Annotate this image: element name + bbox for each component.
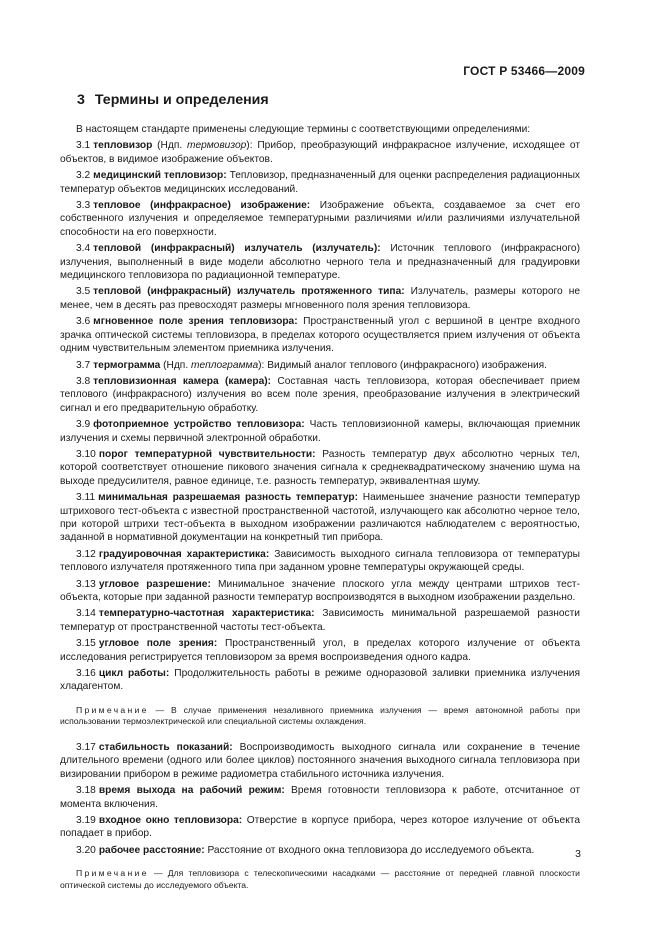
term-number: 3.20 (76, 844, 96, 856)
term-number: 3.5 (76, 286, 91, 298)
term-alternative: термовизор (187, 140, 247, 152)
term-name: тепловое (инфракрасное) изображение: (93, 200, 311, 212)
section-title: Термины и определения (94, 92, 269, 108)
term-entry (60, 607, 580, 634)
term-entry (60, 667, 580, 694)
term-number: 3.4 (76, 243, 91, 255)
term-number: 3.1 (76, 140, 91, 152)
page-number: 3 (575, 848, 581, 860)
term-entry (60, 448, 580, 488)
term-entry (60, 199, 580, 239)
term-name: тепловизионная камера (камера): (93, 375, 272, 387)
term-definition: ): Прибор, преобразующий инфракрасное излучение, исходящее от объектов, в видимое изображение объектов. (60, 140, 580, 165)
terms-body (60, 123, 580, 904)
term-name: медицинский тепловизор: (93, 170, 227, 182)
document-id-header: ГОСТ Р 53466—2009 (463, 64, 585, 78)
term-number: 3.16 (76, 668, 96, 680)
term-number: 3.12 (76, 548, 96, 560)
term-definition: Пространственный угол с вершиной в центре входного зрачка оптической системы тепловизора, в пределах которого осуществляется прием излучения от объекта одним чувствительным элементом приемника излучения. (60, 316, 580, 355)
term-aside: (Ндп. (160, 359, 191, 371)
note-text: — В случае применения незаливного приемника излучения — время автономной работы при использовании термоэлектрической или специальной системы охлаждения. (60, 704, 580, 727)
term-entry (60, 359, 580, 372)
note-2 (60, 868, 580, 891)
term-name: минимальная разрешаемая разность температур: (98, 492, 359, 504)
term-entry (60, 784, 580, 811)
term-definition: ): Видимый аналог теплового (инфракрасного) изображения. (258, 359, 548, 371)
section-number: 3 (77, 92, 85, 108)
term-name: тепловизор (93, 140, 153, 152)
term-number: 3.18 (76, 785, 96, 797)
term-definition: Продолжительность работы в режиме одноразовой заливки приемника излучения хладагентом. (60, 668, 580, 693)
term-definition: Расстояние от входного окна тепловизора до исследуемого объекта. (204, 844, 535, 856)
term-name: угловое поле зрения: (98, 638, 218, 650)
term-name: температурно-частотная характеристика: (98, 608, 315, 620)
section-heading (77, 92, 269, 108)
term-entry (60, 139, 580, 166)
term-entry (60, 844, 580, 857)
intro-paragraph: В настоящем стандарте применены следующие термины с соответствующими определениями: (76, 124, 531, 135)
term-aside: (Ндп. (152, 140, 187, 152)
term-name: цикл работы: (98, 668, 170, 680)
term-definition: Отверстие в корпусе прибора, через которое излучение от объекта попадает в прибор. (60, 815, 580, 840)
term-name: фотоприемное устройство тепловизора: (93, 419, 305, 431)
term-definition: Зависимость минимальной разрешаемой разности температур от пространственной частоты тест-объекта. (60, 608, 580, 633)
term-entry (60, 418, 580, 445)
term-definition: Изображение объекта, создаваемое за счет его собственного излучения и определяемое температурными различиями и/или различиями излучательной способности на его поверхности. (60, 200, 580, 238)
term-definition: Наименьшее значение разности температур штрихового тест-объекта с известной пространственной частотой, излучающего как абсолютно черное тело, при которой штрихи тест-объекта в выходном изображении различаются наблюдателем с вероятностью, заданной в нормативной документации на конкретный тип прибора. (60, 492, 580, 544)
term-name: мгновенное поле зрения тепловизора: (93, 316, 298, 328)
term-number: 3.10 (76, 448, 96, 460)
term-definition: Время готовности тепловизора к работе, отсчитанное от момента включения. (60, 785, 580, 810)
term-entry (60, 491, 580, 545)
term-number: 3.2 (76, 170, 91, 182)
term-number: 3.14 (76, 608, 96, 620)
term-name: время выхода на рабочий режим: (98, 785, 285, 797)
term-definition: Минимальное значение плоского угла между центрами штрихов тест-объекта, которые при заданной разности температур воспроизводятся в выходном изображении раздельно. (60, 578, 580, 603)
term-name: порог температурной чувствительности: (98, 448, 316, 460)
term-name: рабочее расстояние: (98, 844, 205, 856)
term-name: тепловой (инфракрасный) излучатель протяженного типа: (93, 286, 405, 298)
term-definition: Составная часть тепловизора, которая обеспечивает прием теплового (инфракрасного) излучения во всем поле зрения, преобразование излучения в электрический сигнал и его предварительную обработку. (60, 375, 580, 414)
term-alternative: теплограмма (190, 359, 259, 371)
term-number: 3.17 (76, 742, 96, 754)
terms-list-2 (60, 741, 580, 857)
term-entry (60, 741, 580, 781)
term-definition: Пространственный угол, в пределах которого излучение от объекта исследования регистрируется тепловизором за время воспроизведения одного кадра. (60, 638, 580, 663)
term-name: термограмма (93, 359, 161, 371)
note-label: Примечание (76, 704, 149, 715)
term-definition: Излучатель, размеры которого не менее, чем в десять раз превосходят размеры мгновенного поля зрения тепловизора. (60, 286, 580, 311)
note-text: — Для тепловизора с телескопическими насадками — расстояние от передней главной плоскости оптической системы до исследуемого объекта. (60, 868, 580, 890)
term-name: стабильность показаний: (98, 742, 233, 754)
term-entry (60, 637, 580, 664)
term-entry (60, 242, 580, 282)
term-number: 3.19 (76, 815, 96, 827)
term-entry (60, 578, 580, 605)
term-definition: Зависимость выходного сигнала тепловизора от температуры теплового излучателя протяженного типа при заданном уровне температуры окружающей среды. (60, 548, 580, 574)
term-entry (60, 315, 580, 355)
term-definition: Источник теплового (инфракрасного) излучения, выполненный в виде модели абсолютно черного тела и предназначенный для градуировки медицинского тепловизора по радиационной температуре. (60, 243, 580, 282)
terms-list-1 (60, 139, 580, 693)
term-entry (60, 814, 580, 841)
term-number: 3.11 (76, 492, 96, 504)
term-name: угловое разрешение: (98, 578, 211, 590)
note-1 (60, 705, 580, 728)
term-definition: Часть тепловизионной камеры, включающая приемник излучения и схемы первичной электронной обработки. (60, 419, 580, 444)
term-number: 3.8 (76, 375, 91, 387)
term-number: 3.3 (76, 200, 91, 212)
term-number: 3.13 (76, 578, 96, 590)
term-definition: Тепловизор, предназначенный для оценки распределения радиационных температур объектов медицинских исследований. (60, 170, 580, 195)
term-definition: Разность температур двух абсолютно черных тел, которой соответствует отношение пикового значения сигнала к среднеквадратическому значению шума на выходе предусилителя, равное единице, т.е. разность температур, эквивалентная шуму. (60, 448, 581, 487)
term-number: 3.9 (76, 419, 91, 431)
term-entry (60, 548, 580, 575)
term-entry (60, 285, 580, 312)
term-name: тепловой (инфракрасный) излучатель (излучатель): (93, 243, 381, 255)
term-name: входное окно тепловизора: (98, 815, 243, 827)
term-number: 3.15 (76, 638, 96, 650)
note-label: Примечание (76, 868, 149, 879)
term-number: 3.6 (76, 316, 91, 328)
term-number: 3.7 (76, 359, 91, 371)
term-definition: Воспроизводимость выходного сигнала или сохранение в течение длительного времени (одного или более циклов) постоянного значения выходного сигнала тепловизора при визировании прибором в режиме радиометра стабильного источника излучения. (60, 742, 580, 780)
term-entry (60, 375, 580, 415)
term-name: градуировочная характеристика: (98, 548, 270, 560)
term-entry (60, 169, 580, 196)
